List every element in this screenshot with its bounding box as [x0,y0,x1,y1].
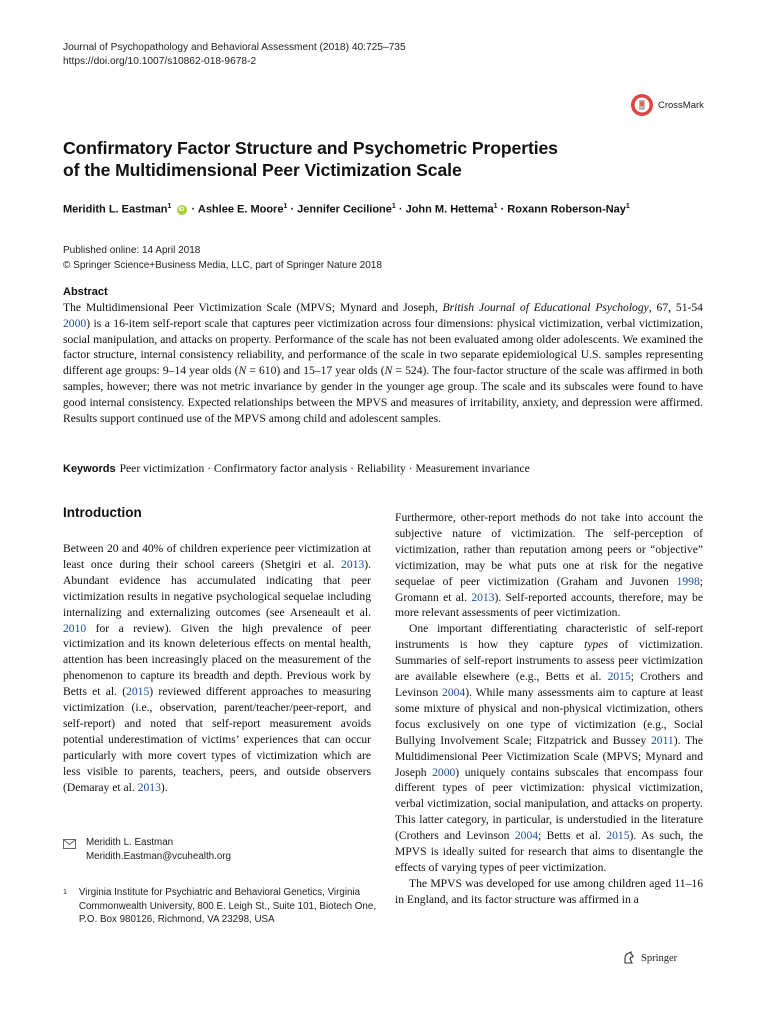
orcid-icon[interactable]: iD [178,206,185,213]
author-name[interactable]: Ashlee E. Moore [197,203,284,216]
paragraph [395,510,703,621]
paragraph [395,621,703,876]
abstract-text: = 524). The four-factor structure of the scale was affirmed in both samples, however; there was not metric invariance by gender in the younger age group. The scale and its subscales were found to have good internal consistency. Expected relationships between the MPVS and measures of irritability, anxiety, and depression were affirmed. Results support continued use of the MPVS among child and adolescent samples. [63,364,703,425]
title-line-2: of the Multidimensional Peer Victimization Scale [63,160,462,180]
keywords-label: Keywords [63,463,116,475]
copyright-notice: © Springer Science+Business Media, LLC, part of Springer Nature 2018 [63,260,382,271]
abstract-text: = 610) and 15–17 year olds ( [246,364,385,378]
paragraph-text: ; Crothers and Levinson [395,670,703,699]
author-separator: · [287,203,298,216]
paragraph-text: Between 20 and 40% of children experience peer victimization at least once during their school careers (Shetgiri et al. [63,542,371,571]
publisher-name: Springer [641,952,678,964]
crossmark-icon [630,93,654,117]
paragraph-text: ) uniquely contains subscales that encompass four different types of peer victimization: physical victimization, verbal victimization, social manipulation, and attacks on property. This latter category, in particular, is understudied in the literature (Crothers and Levinson [395,765,703,843]
author-list [63,203,723,216]
paragraph-text: Furthermore, other-report methods do not take into account the subjective nature of victimization. The self-perception of victimization, rather than reputation among peers or “objective” victimization, may be what puts one at risk for the negative sequelae of peer victimization (Graham and Juvonen [395,511,703,588]
crossmark-label: CrossMark [658,99,704,111]
corresponding-author [63,836,231,863]
author-separator: · [188,203,198,216]
abstract-text: ) is a 16-item self-report scale that captures peer victimization across four dimensions: physical victimization, verbal victimization, social manipulation, and attacks on property. Performance of the scale has not been evaluated among older adolescents. We examined the factor structure, internal consistency reliability, and performance of the scale in two separate epidemiological U.S. samples representing different age groups: 9–14 year olds ( [63,316,703,378]
author-name[interactable]: John M. Hettema [405,203,494,216]
author-separator: · [497,203,508,216]
article-title [63,137,703,181]
affiliation-marker: 1 [167,203,172,210]
paragraph [63,541,371,796]
title-line-1: Confirmatory Factor Structure and Psychometric Properties [63,138,558,158]
paragraph-text: The MPVS was developed for use among children aged 11–16 in England, and its factor structure was affirmed in a [395,876,703,906]
paragraph-text: ; Betts et al. [538,829,607,843]
journal-citation: Journal of Psychopathology and Behavioral Assessment (2018) 40:725–735 [63,42,406,53]
left-column [63,541,371,796]
paragraph-text: ). Self-reported accounts, therefore, may be more relevant assessments of peer victimization. [395,590,703,620]
sample-size-symbol: N [384,364,393,378]
contact-email[interactable]: Meridith.Eastman@vcuhealth.org [86,850,231,862]
journal-header [63,41,406,69]
author-name[interactable]: Jennifer Cecilione [297,203,392,216]
introduction-heading: Introduction [63,505,142,520]
citation-link[interactable]: 2013 [341,557,365,571]
crossmark-badge[interactable] [630,93,704,117]
paragraph-text: ). While many assessments aim to capture at least some mixture of physical and non-physical victimization, others focus exclusively on one type of victimization (e.g., Social Bullying Involvement Scale; Fitzpatrick and Bussey [395,685,704,747]
paragraph-text: ). As such, the MPVS is ideally suited for research that aims to disentangle the effects of varying types of peer victimization. [395,829,703,874]
abstract-text: The Multidimensional Peer Victimization Scale (MPVS; Mynard and Joseph, [63,301,443,314]
published-date: Published online: 14 April 2018 [63,245,201,256]
springer-horse-icon [622,951,636,965]
paragraph-text: ; Gromann et al. [395,574,703,604]
keywords [63,462,703,475]
doi-link[interactable]: https://doi.org/10.1007/s10862-018-9678-2 [63,56,257,67]
citation-link[interactable]: 2010 [63,621,87,635]
affiliation-marker: 1 [493,203,498,210]
paragraph-text: ). [160,780,168,794]
contact-name: Meridith L. Eastman [86,837,174,848]
affiliation-marker: 1 [283,203,288,210]
paragraph-text: One important differentiating characteristic of self-report instruments is how they capture [395,622,703,652]
paragraph [395,876,703,908]
abstract-text: , 67, 51-54 [648,301,703,314]
right-column [395,510,703,908]
abstract-journal-name: British Journal of Educational Psychology [442,301,649,314]
citation-link[interactable]: 2013 [471,590,495,604]
author-name[interactable]: Roxann Roberson-Nay [507,203,626,216]
emphasis-text: types [584,638,608,652]
affiliation-marker: 1 [391,203,396,210]
citation-link[interactable]: 2004 [442,685,466,699]
paragraph-text: ). Abundant evidence has accumulated indicating that peer victimization results in negative psychological sequelae including internalizing and externalizing outcomes (see Arseneault et al. [63,557,371,619]
paragraph-text: ). The Multidimensional Peer Victimization Scale (MPVS; Mynard and Joseph [395,733,703,779]
affiliation [63,886,383,927]
paragraph-text: for a review). Given the high prevalence of peer victimization and its known deleterious effects on mental health, attention has been increasingly placed on the measurement of the phenomenon to capture its breadth and depth. Previous work by Betts et al. ( [63,621,371,699]
affiliation-text: Virginia Institute for Psychiatric and Behavioral Genetics, Virginia Commonwealth University, 800 E. Leigh St., Suite 101, Biotech One, P.O. Box 980126, Richmond, VA 23298, USA [78,887,377,925]
affiliation-number: 1 [63,889,67,896]
citation-link[interactable]: 2011 [650,733,674,747]
envelope-icon [63,839,76,849]
citation-link[interactable]: 2000 [432,765,456,779]
abstract-heading: Abstract [63,286,108,298]
paragraph-text: of victimization. Summaries of self-report instruments to assess peer victimization are available elsewhere (e.g., Betts et al. [395,638,703,684]
publisher-footer [622,951,677,965]
citation-link[interactable]: 1998 [676,574,700,588]
keywords-text: Peer victimization · Confirmatory factor analysis · Reliability · Measurement invariance [119,462,530,475]
citation-link[interactable]: 2004 [514,829,539,843]
citation-link[interactable]: 2015 [126,685,150,699]
citation-link[interactable]: 2000 [63,316,87,330]
abstract-body [63,300,703,426]
affiliation-marker: 1 [625,203,630,210]
citation-link[interactable]: 2015 [607,670,631,684]
citation-link[interactable]: 2015 [606,829,630,843]
citation-link[interactable]: 2013 [137,780,161,794]
paragraph-text: ) reviewed different approaches to measuring victimization (i.e., observation, parent/teacher/peer-report, and self-report) and noted that self-report measurement avoids potential underestimation of victims’ experiences that can occur particularly with more covert types of victimization which are less visible to parents, teachers, peers, and outside observers (Demaray et al. [63,685,371,794]
sample-size-symbol: N [238,364,247,378]
publication-info [63,243,382,273]
author-separator: · [395,203,406,216]
author-name[interactable]: Meridith L. Eastman [63,203,168,216]
